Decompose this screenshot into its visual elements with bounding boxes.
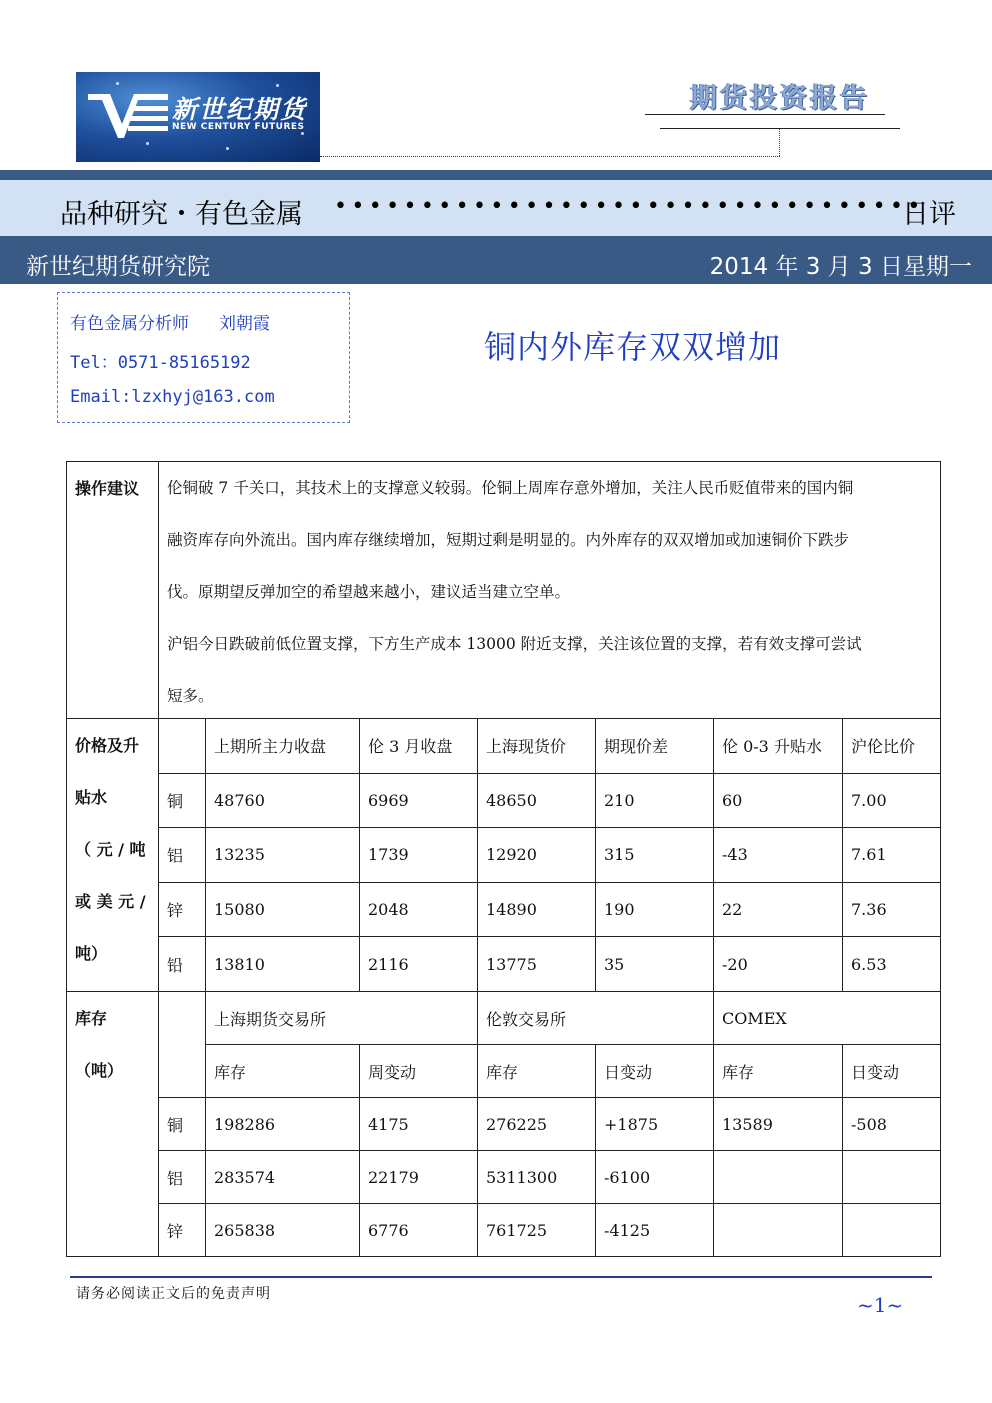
- inventory-col-header: 周变动: [360, 1045, 478, 1098]
- inventory-label-line: （吨）: [75, 1061, 124, 1080]
- table-cell: 265838: [206, 1204, 360, 1257]
- table-cell: 276225: [478, 1098, 596, 1151]
- table-cell: 13775: [478, 937, 596, 992]
- advice-line: 伦铜破 7 千关口，其技术上的支撑意义较弱。伦铜上周库存意外增加，关注人民币贬值带来的国内铜: [167, 479, 854, 497]
- exchange-header: 上海期货交易所: [206, 992, 478, 1045]
- table-cell: 12920: [478, 828, 596, 883]
- table-cell: 5311300: [478, 1151, 596, 1204]
- metal-name: 铅: [159, 937, 206, 992]
- price-row: [67, 882, 941, 937]
- table-cell: -508: [843, 1098, 941, 1151]
- table-cell: 1739: [360, 828, 478, 883]
- price-col-header: 上期所主力收盘: [206, 719, 360, 774]
- logo-en-name: NEW CENTURY FUTURES: [172, 122, 305, 132]
- table-cell: 15080: [206, 882, 360, 937]
- report-type-underline: [645, 114, 885, 115]
- report-table: [66, 461, 941, 1257]
- table-cell: 13589: [714, 1098, 843, 1151]
- table-cell: 4175: [360, 1098, 478, 1151]
- table-cell: [843, 1204, 941, 1257]
- table-cell: -4125: [596, 1204, 714, 1257]
- table-cell: 7.61: [843, 828, 941, 883]
- table-cell: 14890: [478, 882, 596, 937]
- inventory-label: [67, 992, 159, 1257]
- inventory-row: [67, 1204, 941, 1257]
- exchange-header: 伦敦交易所: [478, 992, 714, 1045]
- header-band-top: [0, 170, 992, 180]
- advice-label: 操作建议: [67, 462, 159, 719]
- category-band: [0, 180, 992, 236]
- table-cell: +1875: [596, 1098, 714, 1151]
- table-cell: 13235: [206, 828, 360, 883]
- table-cell: -6100: [596, 1151, 714, 1204]
- table-cell: 315: [596, 828, 714, 883]
- report-title: 铜内外库存双双增加: [484, 328, 782, 366]
- table-cell: 198286: [206, 1098, 360, 1151]
- price-label-line: （ 元 / 吨: [75, 840, 146, 859]
- table-cell: [714, 1204, 843, 1257]
- analyst-box: [57, 292, 350, 423]
- table-cell: 6776: [360, 1204, 478, 1257]
- table-cell: [159, 992, 206, 1098]
- table-cell: 13810: [206, 937, 360, 992]
- table-cell: 6969: [360, 773, 478, 828]
- price-col-header: 沪伦比价: [843, 719, 941, 774]
- frequency-label: 日评: [902, 199, 956, 230]
- table-cell: 22: [714, 882, 843, 937]
- table-cell: 2048: [360, 882, 478, 937]
- table-cell: 48650: [478, 773, 596, 828]
- table-cell: 761725: [478, 1204, 596, 1257]
- table-cell: 6.53: [843, 937, 941, 992]
- disclaimer-note: 请务必阅读正文后的免责声明: [76, 1286, 271, 1302]
- table-cell: 7.36: [843, 882, 941, 937]
- table-cell: -43: [714, 828, 843, 883]
- table-cell: [159, 719, 206, 774]
- inventory-exchange-row: [67, 992, 941, 1045]
- metal-name: 铝: [159, 828, 206, 883]
- inventory-col-header: 库存: [714, 1045, 843, 1098]
- table-cell: [714, 1151, 843, 1204]
- company-logo: [76, 72, 320, 162]
- metal-name: 铜: [159, 1098, 206, 1151]
- analyst-name: 刘朝霞: [219, 314, 270, 334]
- advice-line: 伐。原期望反弹加空的希望越来越小，建议适当建立空单。: [167, 583, 571, 601]
- metal-name: 锌: [159, 882, 206, 937]
- metal-name: 锌: [159, 1204, 206, 1257]
- table-cell: 2116: [360, 937, 478, 992]
- exchange-header: COMEX: [714, 992, 941, 1045]
- institute-band: [0, 236, 992, 284]
- price-row: [67, 937, 941, 992]
- price-col-header: 上海现货价: [478, 719, 596, 774]
- inventory-col-header: 库存: [206, 1045, 360, 1098]
- footer-rule: [70, 1276, 932, 1278]
- header-dotted-vertical: [779, 128, 780, 156]
- inventory-label-line: 库存: [75, 1009, 108, 1028]
- advice-line: 沪铝今日跌破前低位置支撑，下方生产成本 13000 附近支撑，关注该位置的支撑，若有效支撑可尝试: [167, 635, 862, 653]
- report-type-underline-2: [660, 128, 900, 129]
- logo-mark-icon: [88, 94, 168, 140]
- table-cell: 48760: [206, 773, 360, 828]
- logo-cn-name: 新世纪期货: [172, 95, 308, 124]
- price-col-header: 伦 3 月收盘: [360, 719, 478, 774]
- price-col-header: 伦 0-3 升贴水: [714, 719, 843, 774]
- inventory-row: [67, 1151, 941, 1204]
- price-label-line: 价格及升: [75, 736, 140, 755]
- advice-line: 融资库存向外流出。国内库存继续增加，短期过剩是明显的。内外库存的双双增加或加速铜价下跌步: [167, 531, 850, 549]
- table-cell: 7.00: [843, 773, 941, 828]
- table-cell: [843, 1151, 941, 1204]
- page-number: ~1~: [857, 1293, 904, 1317]
- table-cell: 210: [596, 773, 714, 828]
- report-type: 期货投资报告: [690, 83, 870, 114]
- price-row: [67, 773, 941, 828]
- inventory-row: [67, 1098, 941, 1151]
- inventory-col-header: 日变动: [596, 1045, 714, 1098]
- institute-name: 新世纪期货研究院: [26, 254, 210, 280]
- advice-line: 短多。: [167, 687, 214, 705]
- table-cell: 35: [596, 937, 714, 992]
- price-header-row: [67, 719, 941, 774]
- inventory-col-header: 库存: [478, 1045, 596, 1098]
- price-label-line: 贴水: [75, 788, 108, 807]
- table-cell: 22179: [360, 1151, 478, 1204]
- advice-row: [67, 462, 941, 719]
- analyst-email[interactable]: Email:lzxhyj@163.com: [70, 387, 275, 407]
- metal-name: 铜: [159, 773, 206, 828]
- advice-text: [159, 462, 941, 719]
- table-cell: 190: [596, 882, 714, 937]
- price-label-line: 或 美 元 /: [75, 892, 146, 911]
- table-cell: 60: [714, 773, 843, 828]
- category-label: 品种研究・有色金属: [60, 199, 303, 230]
- report-date: 2014 年 3 月 3 日星期一: [709, 254, 972, 280]
- category-dots: ••••••••••••••••••••••••••••••••••: [334, 194, 925, 219]
- price-label-line: 吨）: [75, 944, 108, 963]
- inventory-col-header: 日变动: [843, 1045, 941, 1098]
- price-row: [67, 828, 941, 883]
- price-label: [67, 719, 159, 992]
- header-dotted-rule: [320, 156, 780, 157]
- table-cell: -20: [714, 937, 843, 992]
- metal-name: 铝: [159, 1151, 206, 1204]
- analyst-tel: Tel：0571-85165192: [70, 353, 251, 373]
- analyst-role-line: [70, 309, 270, 334]
- table-cell: 283574: [206, 1151, 360, 1204]
- price-col-header: 期现价差: [596, 719, 714, 774]
- analyst-role: 有色金属分析师: [70, 314, 189, 334]
